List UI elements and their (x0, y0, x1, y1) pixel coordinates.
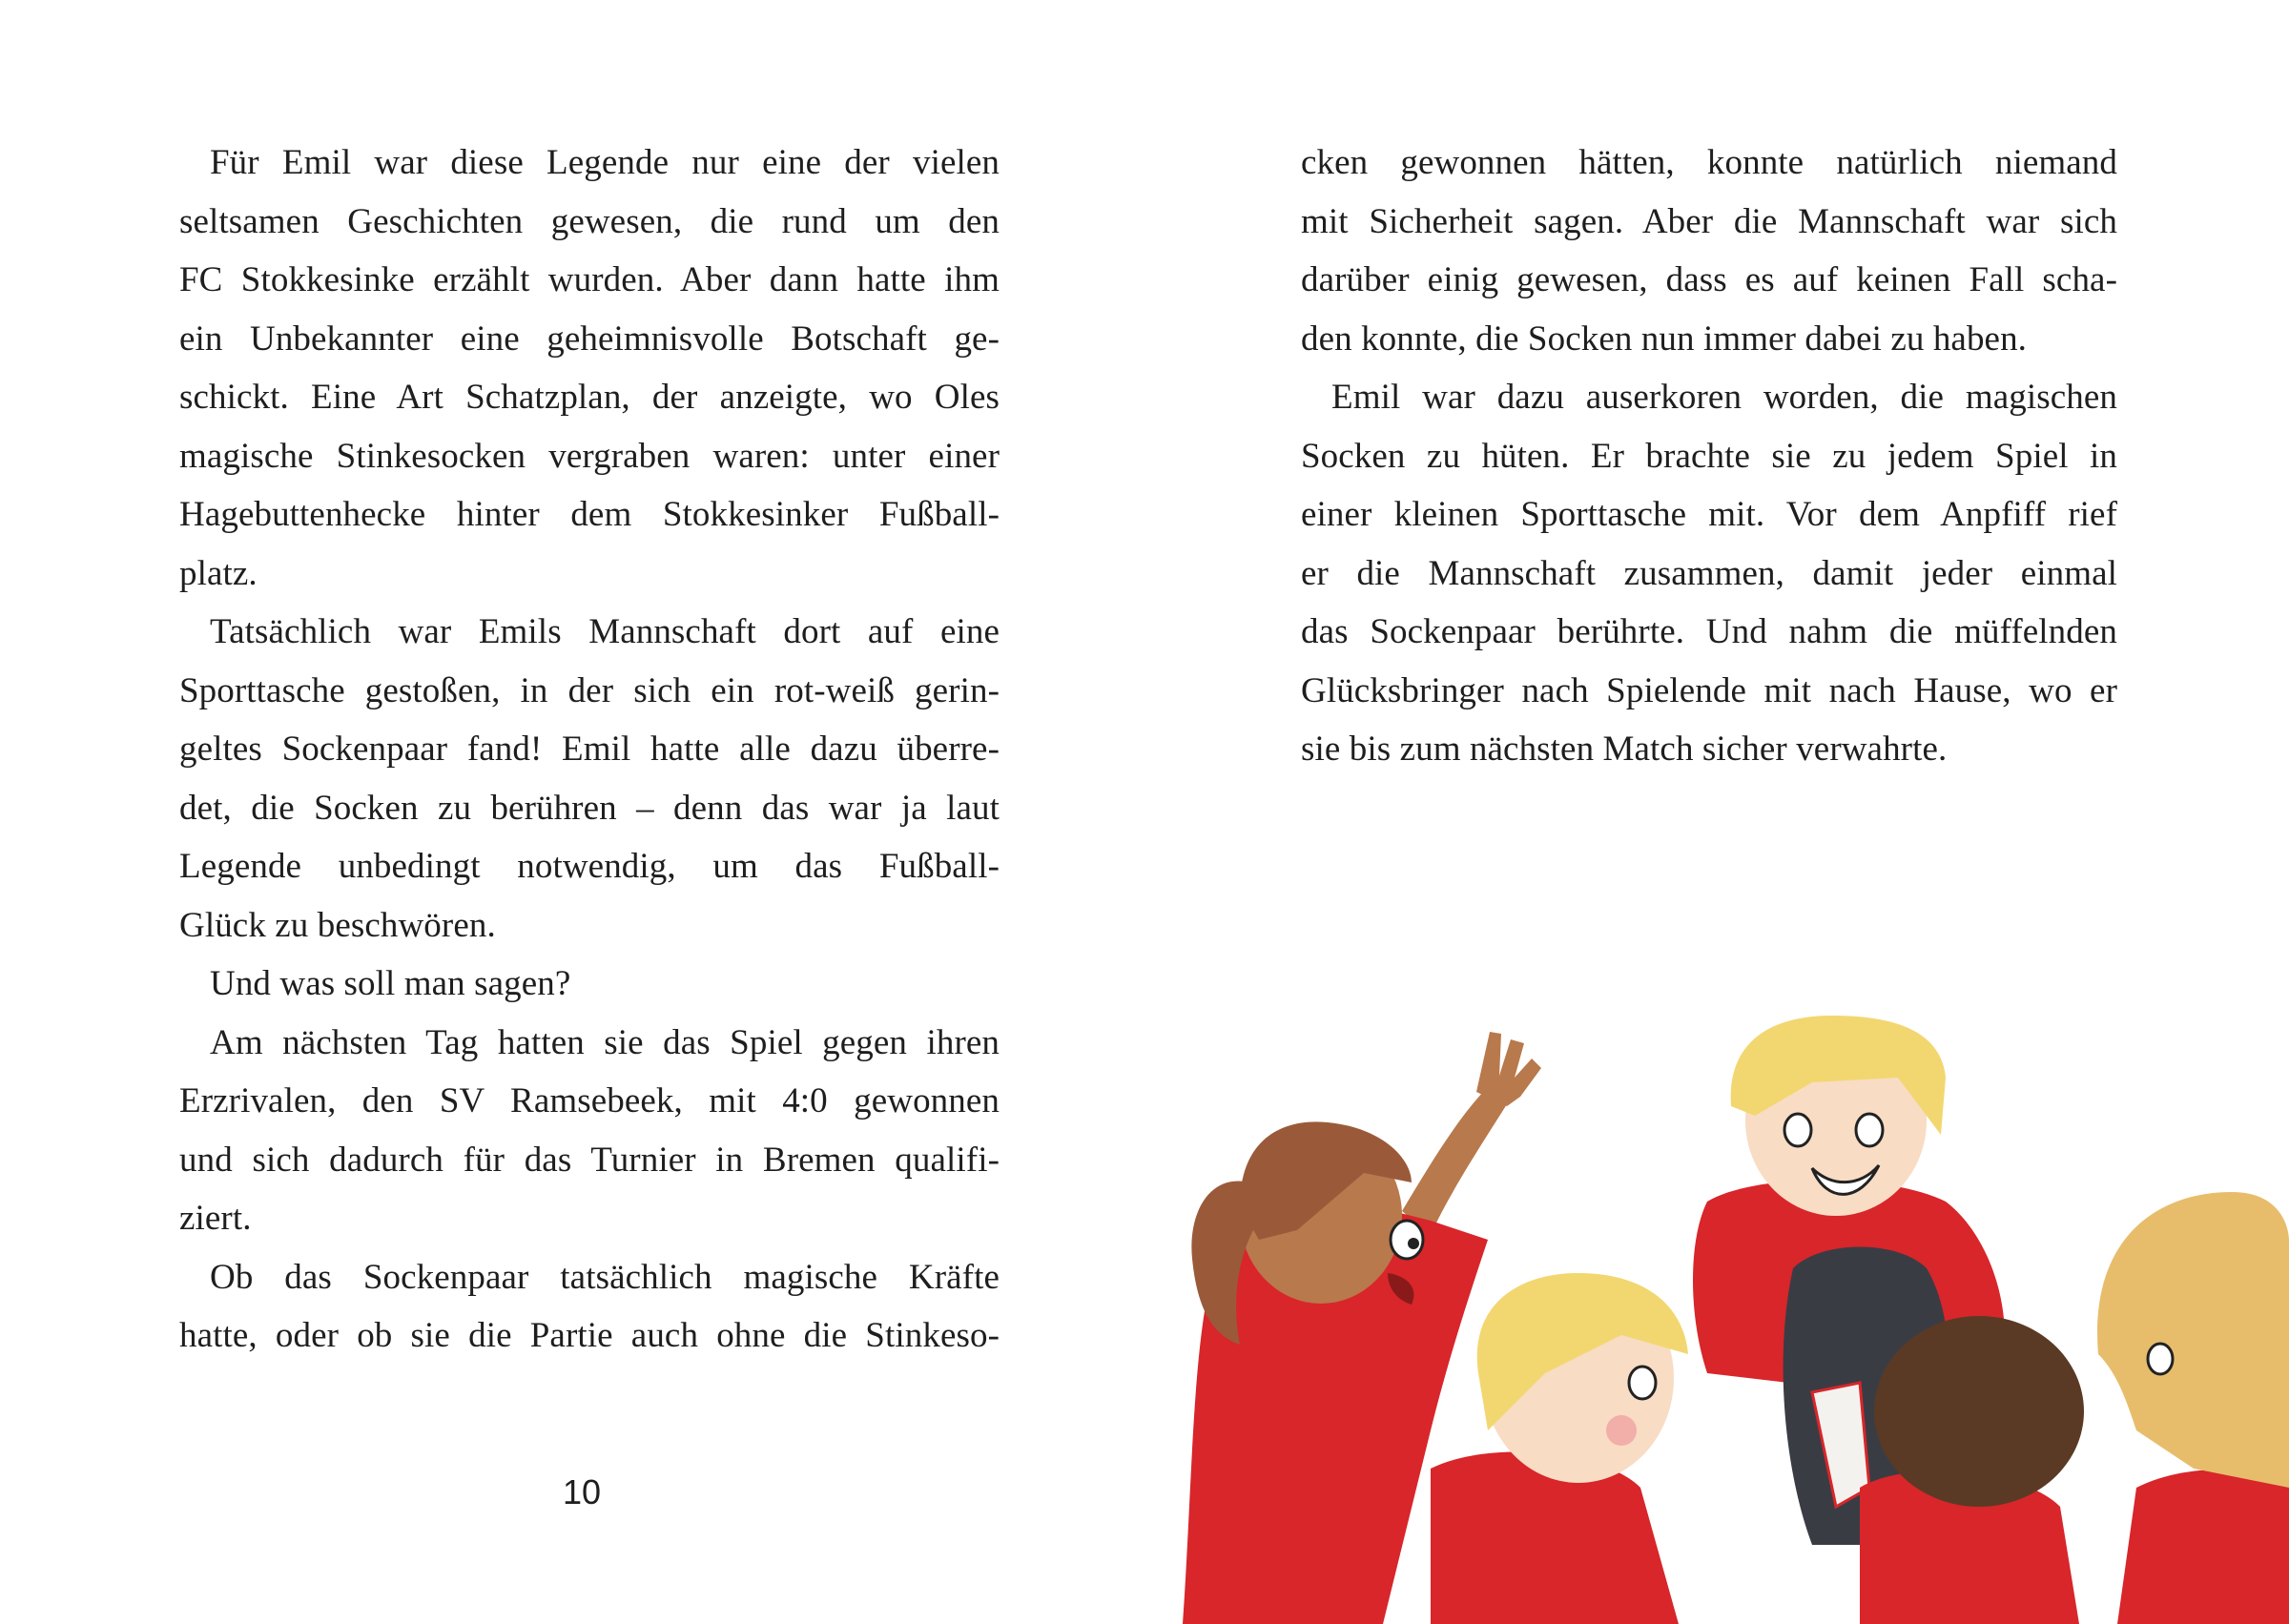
text-line: hatte, oder ob sie die Partie auch ohne die Stinkeso- (179, 1316, 1000, 1355)
text-line: magische Stinkesocken vergraben waren: unter einer (179, 436, 1000, 476)
text-line: sie bis zum nächsten Match sicher verwahrte. (1301, 730, 1948, 769)
text-line: Am nächsten Tag hatten sie das Spiel gegen ihren (210, 1022, 1000, 1062)
text-line: Emil war dazu auserkoren worden, die magischen (1331, 378, 2117, 417)
text-line: mit Sicherheit sagen. Aber die Mannschaft war sich (1301, 201, 2117, 241)
text-line: Socken zu hüten. Er brachte sie zu jedem Spiel in (1301, 436, 2117, 476)
right-text-column (1301, 134, 2117, 779)
text-line: Sporttasche gestoßen, in der sich ein rot-weiß gerin- (179, 670, 1000, 710)
text-line: das Sockenpaar berührte. Und nahm die müffelnden (1301, 612, 2117, 651)
text-line: Tatsächlich war Emils Mannschaft dort auf eine (210, 612, 1000, 651)
page-number: 10 (562, 1472, 602, 1511)
text-line: ein Unbekannter eine geheimnisvolle Botschaft ge- (179, 319, 1000, 359)
text-line: platz. (179, 553, 258, 593)
text-line: Ob das Sockenpaar tatsächlich magische Kräfte (210, 1257, 1000, 1297)
text-line: Für Emil war diese Legende nur eine der vielen (210, 143, 1000, 182)
text-line: Legende unbedingt notwendig, um das Fußball- (179, 847, 1000, 886)
text-line: darüber einig gewesen, dass es auf keinen Fall scha- (1301, 260, 2117, 299)
text-line: cken gewonnen hätten, konnte natürlich niemand (1301, 143, 2117, 182)
text-line: Glück zu beschwören. (179, 905, 496, 945)
text-line: geltes Sockenpaar fand! Emil hatte alle dazu überre- (179, 730, 1000, 769)
left-text-column (179, 134, 1000, 1366)
text-line: Erzrivalen, den SV Ramsebeek, mit 4:0 gewonnen (179, 1081, 1000, 1120)
text-line: Hagebuttenhecke hinter dem Stokkesinker Fußball- (179, 495, 1000, 534)
text-line: schickt. Eine Art Schatzplan, der anzeigte, wo Oles (179, 378, 1000, 417)
text-line: einer kleinen Sporttasche mit. Vor dem Anpfiff rief (1301, 495, 2117, 534)
text-line: Und was soll man sagen? (210, 964, 571, 1003)
text-line: seltsamen Geschichten gewesen, die rund um den (179, 201, 1000, 241)
text-line: ziert. (179, 1199, 252, 1238)
text-line: er die Mannschaft zusammen, damit jeder einmal (1301, 553, 2117, 593)
text-line: det, die Socken zu berühren – denn das war ja laut (179, 788, 1000, 828)
right-page (1144, 0, 2289, 1624)
text-line: Glücksbringer nach Spielende mit nach Hause, wo er (1301, 670, 2117, 710)
text-line: FC Stokkesinke erzählt wurden. Aber dann hatte ihm (179, 260, 1000, 299)
text-line: und sich dadurch für das Turnier in Bremen qualifi- (179, 1140, 1000, 1180)
text-line: den konnte, die Socken nun immer dabei zu haben. (1301, 319, 2028, 359)
left-page (0, 0, 1144, 1624)
